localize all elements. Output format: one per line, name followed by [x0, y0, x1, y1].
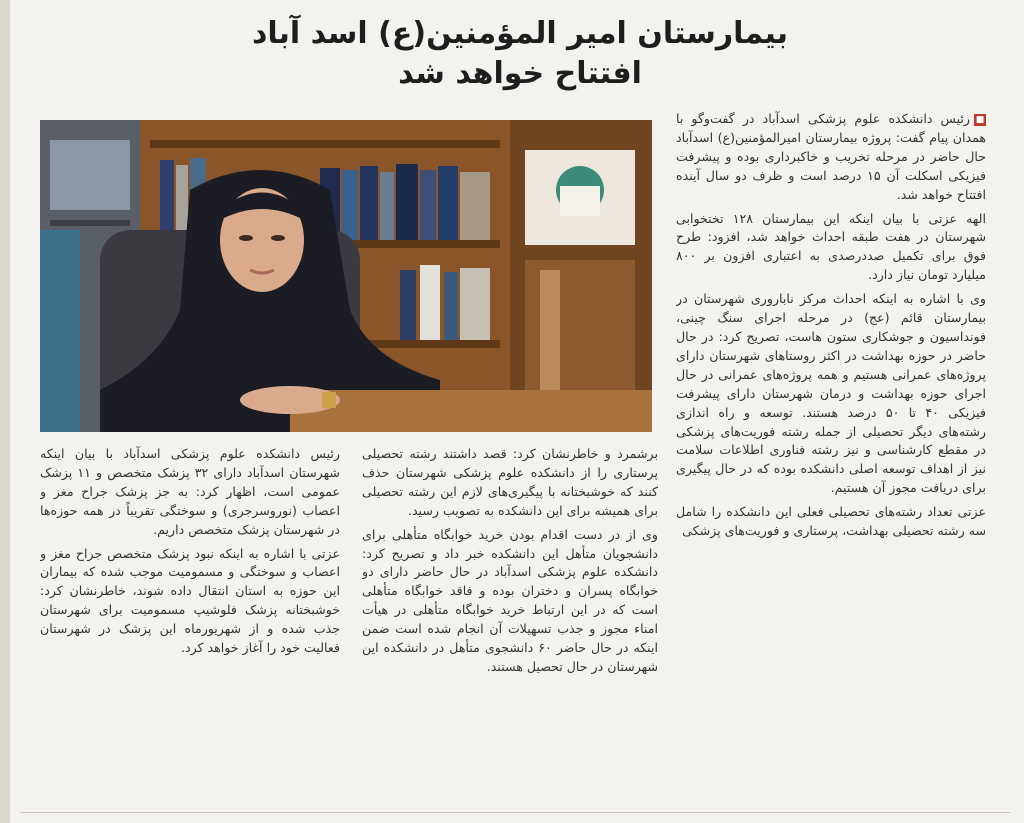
- portrait-illustration: [40, 120, 652, 432]
- article-photo: [40, 120, 652, 432]
- paragraph: الهه عزتی با بیان اینکه این بیمارستان ۱۲۸ تختخوابی شهرستان در هفت طبقه احداث خواهد شد، افزود: طرح فوق برای تکمیل صددرصدی به اعتباری افزون بر ۸۰۰ میلیارد تومان نیاز دارد.: [676, 210, 986, 283]
- article-column-left: [40, 445, 340, 805]
- page-edge: [0, 0, 10, 823]
- paragraph: برشمرد و خاطرنشان کرد: قصد داشتند رشته تحصیلی پرستاری را از دانشکده علوم پزشکی شهرستان حذف کنند که خوشبختانه با پیگیری‌های لازم این رشته تحصیلی برای همیشه برای این دانشکده به تصویب رسید.: [362, 446, 658, 518]
- paragraph: رئیس دانشکده علوم پزشکی اسدآباد با بیان اینکه شهرستان اسدآباد دارای ۳۲ پزشک متخصص و ۱۱ پزشک عمومی است، اظهار کرد: به جز پزشک جراح مغز و اعصاب (نوروسرجری) و سوختگی تقریباً در همه حوزه‌ها در شهرستان پزشک متخصص داریم.: [40, 446, 340, 537]
- paragraph: عزتی تعداد رشته‌های تحصیلی فعلی این دانشکده را شامل سه رشته تحصیلی بهداشت، پرستاری و فوریت‌های پزشکی: [676, 504, 986, 539]
- headline-line-2: افتتاح خواهد شد: [398, 56, 642, 91]
- headline: [220, 14, 820, 94]
- headline-line-1: بیمارستان امیر المؤمنین(ع) اسد آباد: [251, 16, 789, 51]
- paragraph: وی با اشاره به اینکه احداث مرکز ناباروری شهرستان در بیمارستان قائم (عج) در مرحله اجرای سنگ چینی، فونداسیون و جوشکاری ستون هاست، تصریح کرد: در حال حاضر در حوزه بهداشت در اکثر روستاهای شهرستان دارای پروژه‌های عمرانی هستیم و همه پروژه‌های عمرانی در حال اجرای حوزه بهداشت و درمان شهرستان دارای پیشرفت فیزیکی ۴۰ تا ۵۰ درصد هستند. توسعه و راه اندازی رشته‌های دیگر تحصیلی از جمله رشته فوریت‌های پزشکی در مقطع کارشناسی و نیز رشته فناوری اطلاعات سلامت نیز از اهداف توسعه اصلی دانشکده بوده که در حال پیگیری برای دریافت مجوز آن هستیم.: [676, 291, 986, 496]
- article-column-right: [676, 110, 986, 810]
- source-mark-icon: ■: [975, 114, 985, 125]
- paragraph: وی از در دست اقدام بودن خرید خوابگاه متأهلی برای دانشجویان متأهل این دانشکده خبر داد و تصریح کرد: دانشکده علوم پزشکی اسدآباد در حال حاضر دارای دو خوابگاه پسران و دختران بوده و فاقد خوابگاه متأهلی است که در این ارتباط خرید خوابگاه متأهلی در هیأت امناء مجوز و جذب تسهیلات آن انجام شده است ضمن اینکه در حال حاضر ۶۰ دانشجوی متأهل در دانشکده این شهرستان در حال تحصیل هستند.: [362, 526, 658, 674]
- paragraph: عزتی با اشاره به اینکه نبود پزشک متخصص جراح مغز و اعصاب و سوختگی و مسمومیت موجب شده که بیماران این حوزه به استان انتقال داده شوند، خاطرنشان کرد: خوشبختانه پزشک فلوشیپ مسمومیت برای شهرستان جذب شده و از شهریورماه این پزشک در شهرستان فعالیت خود را آغاز خواهد کرد.: [40, 545, 340, 656]
- paragraph: ■رئیس دانشکده علوم پزشکی اسدآباد در گفت‌وگو با همدان پیام گفت: پروژه بیمارستان امیرالمؤمنین(ع) اسدآباد حال حاضر در مرحله تخریب و خاکبرداری بوده و پیشرفت فیزیکی اسکلت آن ۱۵ درصد است و ظرف دو سال آینده افتتاح خواهد شد.: [676, 111, 986, 202]
- article-column-middle: [362, 445, 658, 805]
- bottom-rule: [20, 812, 1010, 813]
